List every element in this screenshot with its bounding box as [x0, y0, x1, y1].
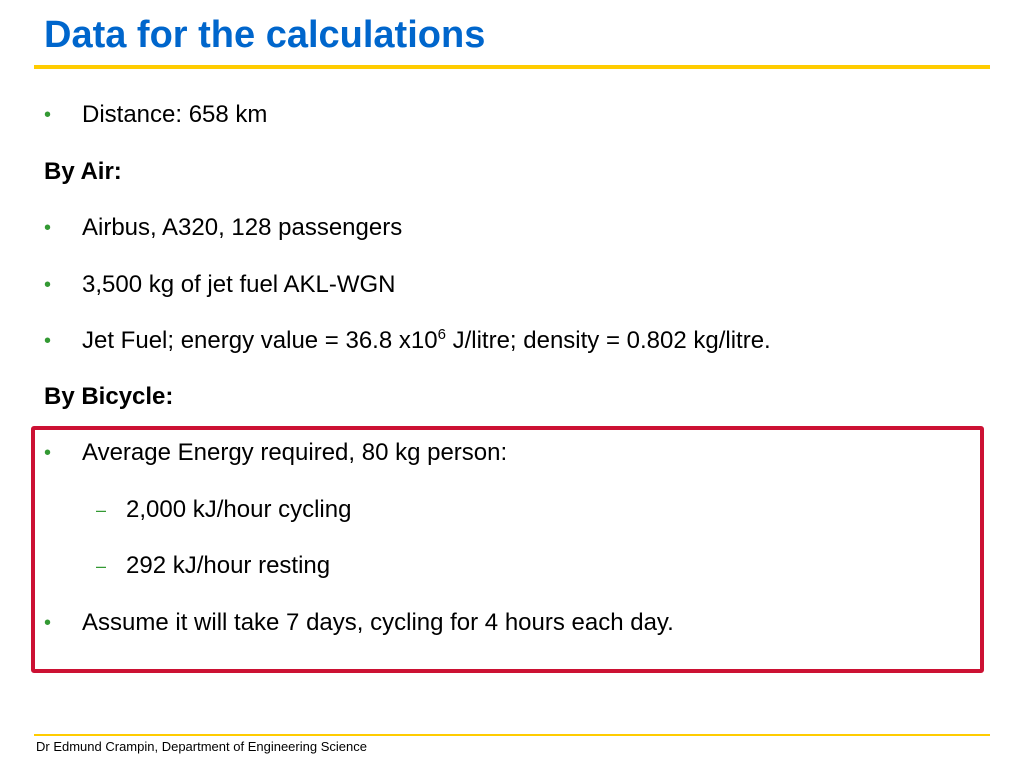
dash-icon: – — [96, 500, 107, 520]
bullet-icon: • — [44, 104, 52, 126]
by-air-heading: By Air: — [44, 158, 122, 185]
dash-icon: – — [96, 556, 107, 576]
jet-fuel-energy-text-end: J/litre; density = 0.802 kg/litre. — [445, 327, 771, 354]
bullet-icon: • — [44, 442, 52, 464]
page-title: Data for the calculations — [44, 14, 486, 56]
airbus-item: Airbus, A320, 128 passengers — [82, 214, 403, 241]
bullet-icon: • — [44, 274, 52, 296]
cycling-subitem: 2,000 kJ/hour cycling — [126, 496, 352, 523]
title-divider — [34, 65, 990, 69]
assume-item: Assume it will take 7 days, cycling for 4 hours each day. — [82, 609, 674, 636]
footer-text: Dr Edmund Crampin, Department of Engineering Science — [36, 739, 367, 754]
jet-fuel-energy-item — [82, 326, 771, 356]
avg-energy-item: Average Energy required, 80 kg person: — [82, 439, 508, 466]
by-bicycle-heading: By Bicycle: — [44, 383, 174, 410]
bullet-icon: • — [44, 330, 52, 352]
resting-subitem: 292 kJ/hour resting — [126, 552, 331, 579]
footer-divider — [34, 734, 990, 736]
distance-item: Distance: 658 km — [82, 101, 268, 128]
bullet-icon: • — [44, 217, 52, 239]
bullet-icon: • — [44, 612, 52, 634]
jet-fuel-amount-item: 3,500 kg of jet fuel AKL-WGN — [82, 271, 396, 298]
exponent: 6 — [437, 326, 446, 343]
jet-fuel-energy-text: Jet Fuel; energy value = 36.8 x10 — [82, 327, 438, 354]
